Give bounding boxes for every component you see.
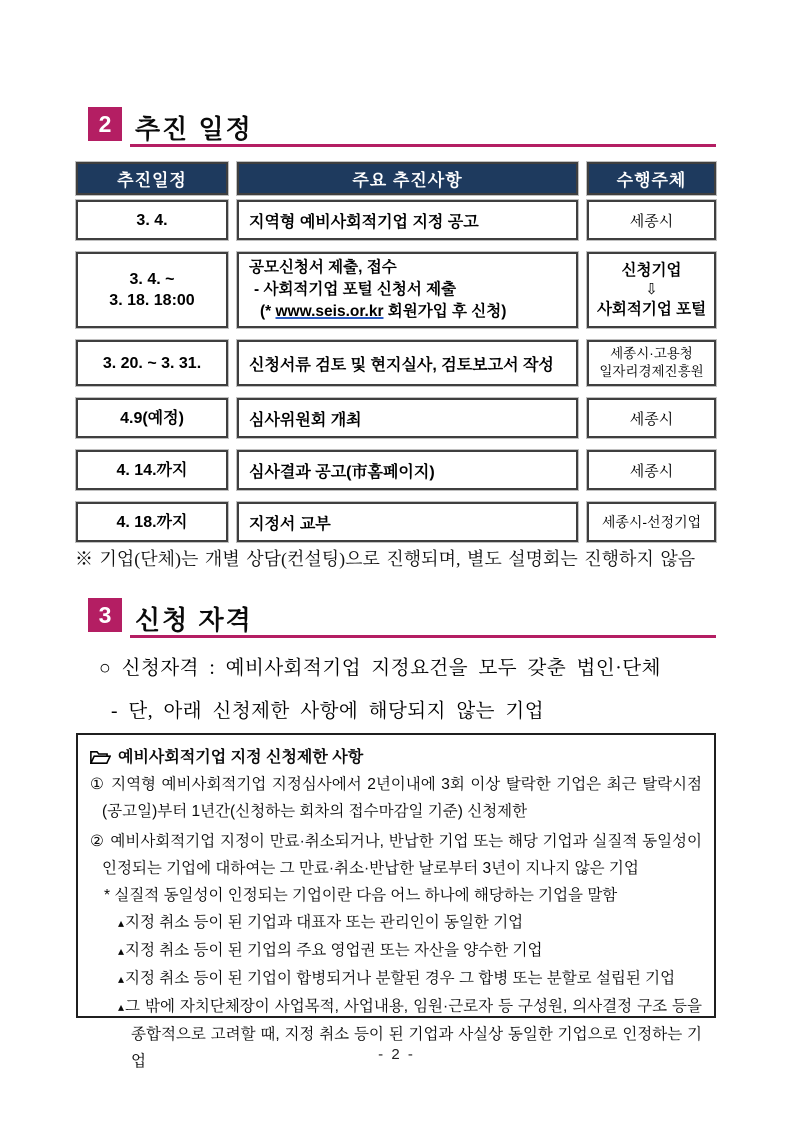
restriction-star-note bbox=[104, 882, 702, 909]
row2-date-line2: 3. 18. 18:00 bbox=[109, 292, 195, 309]
restriction-item-1 bbox=[90, 771, 702, 825]
restriction-box-title-text: 예비사회적기업 지정 신청제한 사항 bbox=[118, 749, 364, 766]
row2-content-line1: 공모신청서 제출, 접수 bbox=[249, 259, 397, 276]
consulting-note: ※ 기업(단체)는 개별 상담(컨설팅)으로 진행되며, 별도 설명회는 진행하지 않음 bbox=[75, 549, 696, 569]
section2-header bbox=[88, 107, 716, 155]
section3-underline bbox=[130, 635, 716, 638]
seis-portal-link[interactable]: www.seis.or.kr bbox=[275, 303, 384, 320]
row6-date: 4. 18.까지 bbox=[76, 502, 228, 542]
row6-owner: 세종시-선정기업 bbox=[587, 502, 716, 542]
row3-owner-line1: 세종시·고용청 bbox=[610, 346, 693, 361]
row6-content: 지정서 교부 bbox=[237, 502, 578, 542]
row2-date bbox=[76, 252, 228, 328]
page-number: - 2 - bbox=[378, 1046, 415, 1063]
circled-1-marker: ① bbox=[90, 776, 106, 793]
restriction-sub-item bbox=[118, 909, 702, 937]
row3-content: 신청서류 검토 및 현지실사, 검토보고서 작성 bbox=[237, 340, 578, 386]
row4-date: 4.9(예정) bbox=[76, 398, 228, 438]
row3-owner bbox=[587, 340, 716, 386]
row2-owner-bottom: 사회적기업 포털 bbox=[596, 301, 707, 318]
table-row bbox=[76, 398, 716, 438]
row2-owner-top: 신청기업 bbox=[621, 262, 682, 279]
header-schedule: 추진일정 bbox=[76, 162, 228, 195]
restriction-sub-item-text: 지정 취소 등이 된 기업과 대표자 또는 관리인이 동일한 기업 bbox=[125, 914, 524, 931]
restriction-box bbox=[76, 733, 716, 1070]
row2-content bbox=[237, 252, 578, 328]
row2-url-prefix: (* bbox=[260, 303, 276, 320]
restriction-sub-item-text: 그 밖에 자치단체장이 사업목적, 사업내용, 임원·근로자 등 구성원, 의사결정 구조 등을 종합적으로 고려할 때, 지정 취소 등이 된 기업과 사실상 동일한 기업으로 인정하는 기업 bbox=[125, 998, 702, 1070]
row5-date: 4. 14.까지 bbox=[76, 450, 228, 490]
section3-number-badge: 3 bbox=[88, 598, 122, 632]
table-row bbox=[76, 200, 716, 240]
asterisk-marker: * bbox=[104, 887, 111, 904]
table-header-row bbox=[76, 162, 716, 195]
section3-header bbox=[88, 598, 716, 646]
row4-content: 심사위원회 개최 bbox=[237, 398, 578, 438]
restriction-item-2 bbox=[90, 828, 702, 882]
arrow-down-icon: ⇩ bbox=[645, 281, 658, 298]
row2-date-line1: 3. 4. ~ bbox=[129, 271, 175, 288]
row3-date: 3. 20. ~ 3. 31. bbox=[76, 340, 228, 386]
restriction-item-2-text: 예비사회적기업 지정이 만료·취소되거나, 반납한 기업 또는 해당 기업과 실질적 동일성이 인정되는 기업에 대하여는 그 만료·취소·반납한 날로부터 3년이 지나지 않은 기업 bbox=[102, 833, 702, 877]
row2-owner bbox=[587, 252, 716, 328]
row3-owner-line2: 일자리경제진흥원 bbox=[599, 364, 704, 379]
row2-url-suffix: 회원가입 후 신청) bbox=[383, 303, 507, 320]
triangle-marker: ▴ bbox=[118, 1000, 125, 1014]
section3-title: 신청 자격 bbox=[135, 605, 253, 635]
qualification-bullet: ○ 신청자격 : 예비사회적기업 지정요건을 모두 갖춘 법인·단체 bbox=[99, 658, 661, 679]
table-row bbox=[76, 340, 716, 386]
row1-date: 3. 4. bbox=[76, 200, 228, 240]
table-row bbox=[76, 252, 716, 328]
header-executor: 수행주체 bbox=[587, 162, 716, 195]
row5-owner: 세종시 bbox=[587, 450, 716, 490]
restriction-sub-item-text: 지정 취소 등이 된 기업의 주요 영업권 또는 자산을 양수한 기업 bbox=[125, 942, 543, 959]
restriction-sub-item bbox=[118, 937, 702, 965]
restriction-sub-item bbox=[118, 965, 702, 993]
header-main-items: 주요 추진사항 bbox=[237, 162, 578, 195]
row1-content: 지역형 예비사회적기업 지정 공고 bbox=[237, 200, 578, 240]
restriction-box-title bbox=[90, 744, 702, 771]
row2-content-line3 bbox=[249, 301, 506, 323]
triangle-marker: ▴ bbox=[118, 916, 125, 930]
row1-owner: 세종시 bbox=[587, 200, 716, 240]
triangle-marker: ▴ bbox=[118, 972, 125, 986]
row2-content-line2: - 사회적기업 포털 신청서 제출 bbox=[254, 281, 457, 298]
open-folder-icon bbox=[90, 750, 111, 765]
section2-underline bbox=[130, 144, 716, 147]
row4-owner: 세종시 bbox=[587, 398, 716, 438]
restriction-item-1-text: 지역형 예비사회적기업 지정심사에서 2년이내에 3회 이상 탈락한 기업은 최근 탈락시점 (공고일)부터 1년간(신청하는 회차의 접수마감일 기준) 신청제한 bbox=[102, 776, 702, 820]
qualification-sub-bullet: - 단, 아래 신청제한 사항에 해당되지 않는 기업 bbox=[111, 701, 545, 722]
section2-title: 추진 일정 bbox=[135, 114, 253, 144]
section2-number-badge: 2 bbox=[88, 107, 122, 141]
restriction-star-note-text: 실질적 동일성이 인정되는 기업이란 다음 어느 하나에 해당하는 기업을 말함 bbox=[114, 887, 618, 904]
restriction-sub-item-text: 지정 취소 등이 된 기업이 합병되거나 분할된 경우 그 합병 또는 분할로 설립된 기업 bbox=[125, 970, 676, 987]
circled-2-marker: ② bbox=[90, 833, 105, 850]
schedule-table bbox=[76, 162, 716, 554]
row5-content: 심사결과 공고(市홈페이지) bbox=[237, 450, 578, 490]
table-row bbox=[76, 502, 716, 542]
triangle-marker: ▴ bbox=[118, 944, 125, 958]
table-row bbox=[76, 450, 716, 490]
